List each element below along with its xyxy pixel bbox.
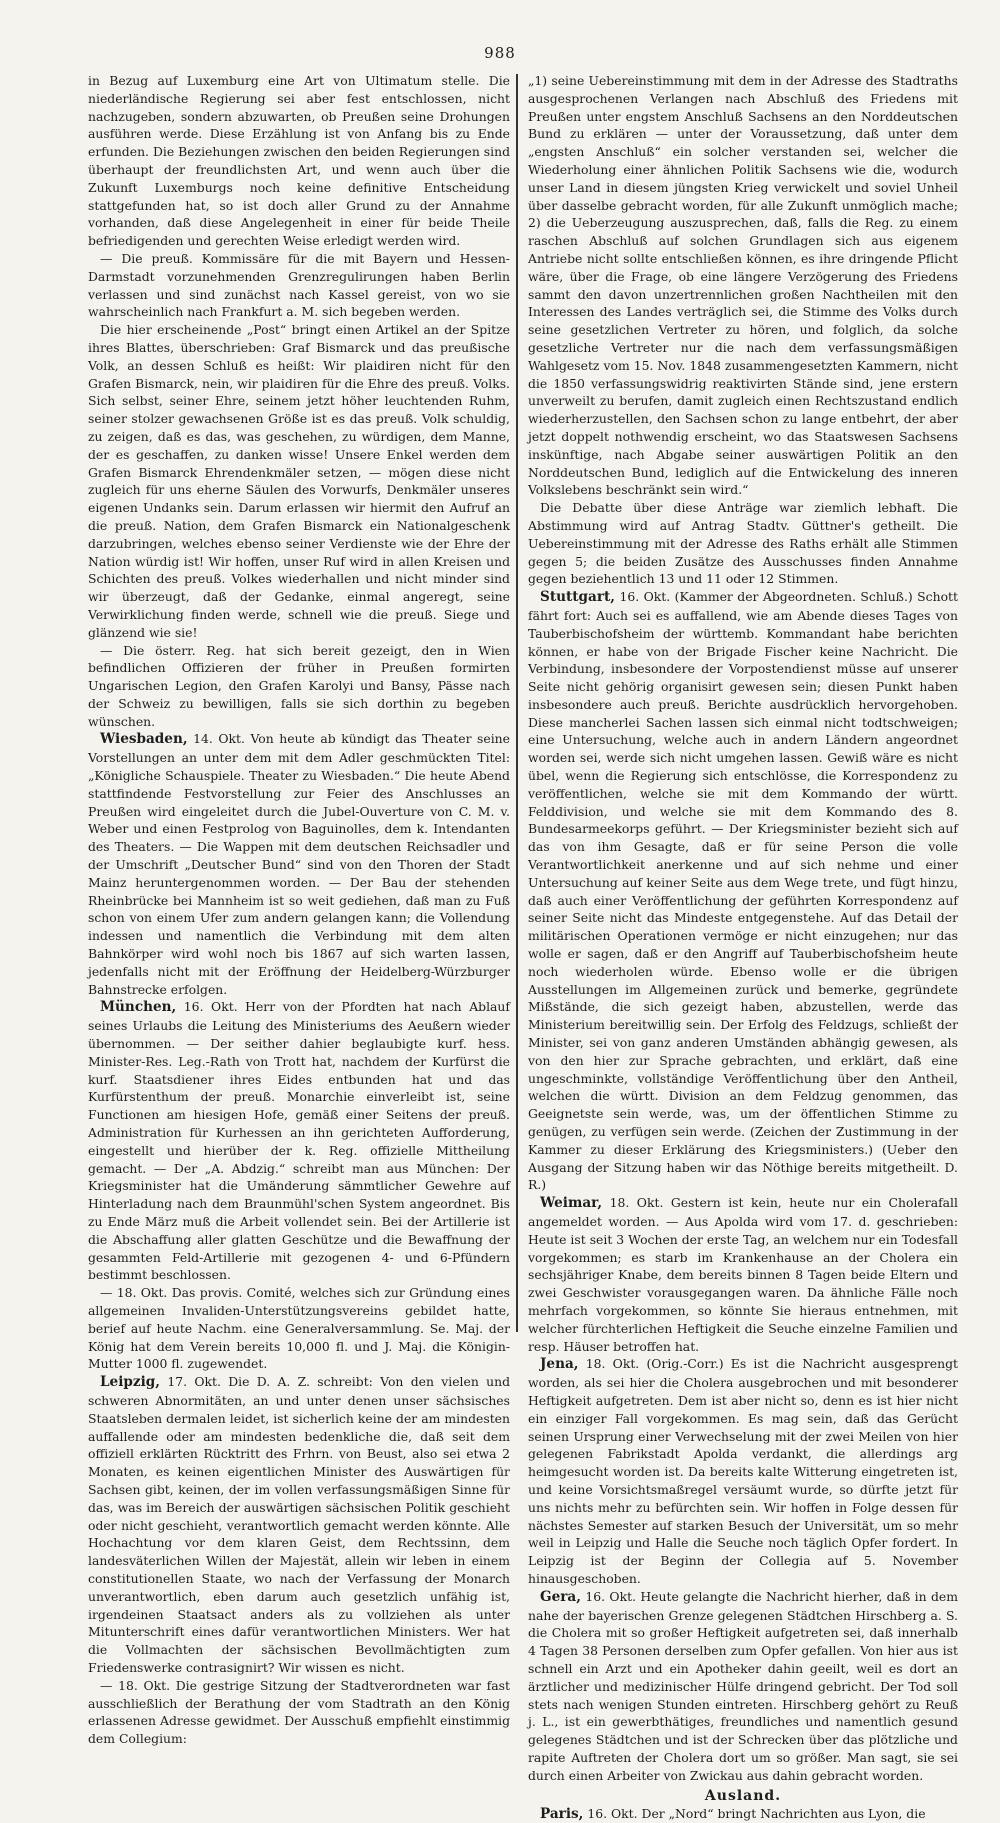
paragraph-text: 18. Okt. (Orig.-Corr.) Es ist die Nachricht ausgesprengt worden, als sei hier die Cholera ausgebrochen und mit besonderer Heftigkeit aufgetreten. Dem ist aber nicht so, denn es ist hier nicht ein einziger Fall vorgekommen. Es mag sein, daß das Gerücht seinen Ursprung einer Verwechselung mit der zwei Meilen von hier gelegenen Fabrikstadt Apolda verdankt, die allerdings arg heimgesucht worden ist. Da bereits kalte Witterung eingetreten ist, und keine Vorsichtsmaßregel versäumt wurde, so dürfte jetzt für uns nichts mehr zu befürchten sein. Wir hoffen in Folge dessen für nächstes Semester auf starken Besuch der Universität, um so mehr weil in Leipzig und Halle die Seuche noch täglich Opfer fordert. In Leipzig ist der Beginn der Collegia auf 5. November hinausgeschoben.: [528, 1356, 958, 1586]
paragraph: [88, 321, 510, 641]
news-item: [88, 730, 510, 998]
dateline-place: Wiesbaden,: [100, 731, 188, 747]
dateline-place: Weimar,: [540, 1195, 602, 1211]
news-item: [528, 588, 958, 1194]
news-item: [528, 1355, 958, 1587]
paragraph-text: 14. Okt. Von heute ab kündigt das Theater seine Vorstellungen an unter dem mit dem Adler geschmückten Titel: „Königliche Schauspiele. Theater zu Wiesbaden.“ Die heute Abend stattfindende Festvorstellung zur Feier des Anschlusses an Preußen wird eingeleitet durch die Jubel-Ouverture von C. M. v. Weber und einen Festprolog von Baguinolles, dem k. Intendanten des Theaters. — Die Wappen mit dem deutschen Reichsadler und der Umschrift „Deutscher Bund“ sind von den Thoren der Stadt Mainz heruntergenommen worden. — Der Bau der stehenden Rheinbrücke bei Mannheim ist so weit gediehen, daß man zu Fuß schon von einem Ufer zum andern gelangen kann; die Vollendung indessen und namentlich die Verbindung mit dem alten Bahnkörper wird wohl noch bis 1867 auf sich warten lassen, jedenfalls nicht mit der Eröffnung der Heidelberg-Würzburger Bahnstrecke erfolgen.: [88, 731, 510, 996]
right-column: [528, 72, 958, 1334]
paragraph: [88, 1677, 510, 1748]
news-item: [528, 1194, 958, 1355]
dateline-place: Stuttgart,: [540, 589, 615, 605]
paragraph: [88, 72, 510, 250]
news-item: [528, 1588, 958, 1785]
news-item: [528, 1805, 958, 1823]
paragraph: [88, 250, 510, 321]
paragraph-text: „1) seine Uebereinstimmung mit dem in der Adresse des Stadtraths ausgesprochenen Verlangen nach Abschluß des Friedens mit Preußen unter engstem Anschluß Sachsens an den Norddeutschen Bund zu erklären — unter der Voraussetzung, daß unter dem „engsten Anschluß“ ein solcher verstanden sei, welcher die Wiederholung einer ähnlichen Politik Sachsens wie die, wodurch unser Land in diesem jüngsten Krieg verwickelt und soviel Unheil über dasselbe gebracht worden, für alle Zukunft unmöglich mache; 2) die Ueberzeugung auszusprechen, daß, falls die Reg. zu einem raschen Abschluß auf solchen Grundlagen sich aus eigenem Antriebe nicht sollte entschließen können, es ihre dringende Pflicht wäre, über die Frage, ob eine längere Verzögerung des Friedens sammt den davon unzertrennlichen großen Nachtheilen mit den Interessen des Landes verträglich sei, die Stimme des Volks durch seine gesetzlichen Vertreter zu hören, und folglich, da solche gesetzliche Vertreter nur die nach dem verfassungsmäßigen Wahlgesetz vom 15. Nov. 1848 zusammengesetzten Kammern, nicht die 1850 verfassungswidrig reaktivirten Stände sind, jene erstern unverweilt zu berufen, damit zugleich einen Rechtszustand endlich wiederherzustellen, den Sachsen schon zu lange entbehrt, der aber jetzt doppelt nothwendig erscheint, wo das Staatswesen Sachsens inskünftige, nach Abgabe seiner auswärtigen Politik an den Norddeutschen Bund, lediglich auf die Entwickelung des inneren Volkslebens beschränkt sein wird.“: [528, 73, 958, 497]
column-divider: [516, 74, 518, 1332]
paragraph-text: 16. Okt. Heute gelangte die Nachricht hierher, daß in dem nahe der bayerischen Grenze gelegenen Städtchen Hirschberg a. S. die Cholera mit so großer Heftigkeit aufgetreten sei, daß innerhalb 4 Tagen 38 Personen derselben zum Opfer gefallen. Von hier aus ist schnell ein Arzt und ein Apotheker dahin geeilt, weil es dort an ärztlicher und medizinischer Hülfe dringend gebricht. Der Tod soll stets nach wenigen Stunden eintreten. Hirschberg gehört zu Reuß j. L., ist ein gewerbthätiges, freundliches und namentlich gesund gelegenes Städtchen und ist der Schrecken über das plötzliche und rapite Auftreten der Cholera dort um so größer. Man sagt, sie sei durch einen Arbeiter von Zwickau aus dahin gebracht worden.: [528, 1589, 958, 1783]
paragraph: [88, 1284, 510, 1373]
paragraph-text: — 18. Okt. Das provis. Comité, welches sich zur Gründung eines allgemeinen Invaliden-Unterstützungsvereins gebildet hatte, berief auf heute Nachm. eine Generalversammlung. Se. Maj. der König hat dem Verein bereits 10,000 fl. und J. Maj. die Königin-Mutter 1000 fl. zugewendet.: [88, 1285, 510, 1371]
dateline-place: Gera,: [540, 1589, 581, 1605]
section-heading: Ausland.: [528, 1788, 958, 1804]
dateline-place: München,: [100, 999, 176, 1015]
paragraph-text: — Die österr. Reg. hat sich bereit gezeigt, den in Wien befindlichen Offizieren der früher in Preußen formirten Ungarischen Legion, den Grafen Karolyi und Bansy, Pässe nach der Schweiz zu bewilligen, falls sie sich dorthin zu begeben wünschen.: [88, 643, 510, 729]
paragraph-text: 16. Okt. (Kammer der Abgeordneten. Schluß.) Schott fährt fort: Auch sei es auffallend, wie am Abende dieses Tages von Tauberbischofsheim der württemb. Kommandant habe berichten können, er habe von der Brigade Fischer keine Nachricht. Die Verbindung, insbesondere der Vorpostendienst müsse auf unserer Seite nicht gehörig organisirt gewesen sein; diesen Punkt haben insbesondere auch preuß. Berichte ausdrücklich hervorgehoben. Diese mancherlei Sachen lassen sich einmal nicht todtschweigen; eine Untersuchung, welche auch in andern Ländern angeordnet worden sei, werde sich nicht umgehen lassen. Gewiß wäre es nicht übel, wenn die Regierung sich entschlösse, die Korrespondenz zu veröffentlichen, welche sie mit dem Kommando der württ. Felddivision, und welche sie mit dem Kommando des 8. Bundesarmeekorps geführt. — Der Kriegsminister bezieht sich auf das von ihm Gesagte, daß er für seine Person die volle Verantwortlichkeit anerkenne und auf sich nehme und einer Untersuchung auf keiner Seite aus dem Wege trete, und fügt hinzu, daß auch einer Veröffentlichung der geführten Korrespondenz auf seiner Seite nicht das Mindeste entgegenstehe. Auf das Detail der militärischen Operationen vermöge er nicht einzugehen; nur das wolle er sagen, daß er den Angriff auf Tauberbischofsheim heute noch wiederholen würde. Ebenso wolle er die übrigen Ausstellungen im Allgemeinen zurück und bemerke, gegründete Mißstände, die sich gezeigt haben, abzustellen, werde das Ministerium bereitwillig sein. Der Erfolg des Feldzugs, schließt der Minister, sei von ganz anderen Umständen abhängig gewesen, als von den hier zur Sprache gebrachten, und erklärt, daß eine ungeschminkte, vollständige Veröffentlichung über den Antheil, welchen die württ. Division an dem Feldzug genommen, das Geeignetste sein werde, was, um der öffentlichen Stimme zu genügen, zu verfügen sein werde. (Zeichen der Zustimmung in der Kammer zu dieser Erklärung des Kriegsministers.) (Ueber den Ausgang der Sitzung haben wir das Nöthige bereits mitgetheilt. D. R.): [528, 589, 958, 1192]
news-item: [88, 998, 510, 1284]
dateline-place: Paris,: [540, 1806, 583, 1822]
paragraph-text: 17. Okt. Die D. A. Z. schreibt: Von den vielen und schweren Abnormitäten, an und unter denen unser sächsisches Staatsleben dermalen leidet, ist sicherlich keine der am mindesten auffallende oder am mindesten bedenkliche die, daß seit dem offiziell erklärten Rücktritt des Frhrn. von Beust, also sei etwa 2 Monaten, es keinen eigentlichen Minister des Auswärtigen für Sachsen gibt, keinen, der im vollen verfassungsmäßigen Sinne für das, was im Bereich der auswärtigen sächsischen Politik geschieht oder nicht geschieht, verantwortlich gemacht werden könnte. Alle Hochachtung vor dem klaren Geist, dem Rechtssinn, dem landesväterlichen Willen der Majestät, allein wir leben in einem constitutionellen Staate, wo nach der Verfassung der Monarch unverantwortlich, eben darum auch gesetzlich unfähig ist, irgendeinen Staatsact anders als zu vollziehen als unter Mitunterschrift eines dafür verantwortlichen Ministers. Wer hat die Vollmachten der sächsischen Bevollmächtigten zum Friedenswerke contrasignirt? Wir wissen es nicht.: [88, 1374, 510, 1675]
paragraph: [88, 642, 510, 731]
paragraph-text: 18. Okt. Gestern ist kein, heute nur ein Cholerafall angemeldet worden. — Aus Apolda wird vom 17. d. geschrieben: Heute ist seit 3 Wochen der erste Tag, an welchem nur ein Todesfall vorgekommen; es starb im Krankenhause an der Cholera ein sechsjähriger Knabe, dem bereits binnen 8 Tagen beide Eltern und zwei Geschwister vorausgegangen waren. Da ähnliche Fälle noch mehrfach vorgekommen, so könnte Sie hieraus entnehmen, mit welcher fürchterlichen Heftigkeit die Seuche einzelne Familien und resp. Häuser betroffen hat.: [528, 1195, 958, 1353]
paragraph: [528, 72, 958, 499]
dateline-place: Leipzig,: [100, 1374, 160, 1390]
dateline-place: Jena,: [540, 1356, 579, 1372]
paragraph: [528, 499, 958, 588]
paragraph-text: 16. Okt. Herr von der Pfordten hat nach Ablauf seines Urlaubs die Leitung des Ministeriums des Aeußern wieder übernommen. — Der seither dahier beglaubigte kurf. hess. Minister-Res. Leg.-Rath von Trott hat, nachdem der Kurfürst die kurf. Staatsdiener ihres Eides entbunden hat und das Kurfürstenthum der preuß. Monarchie einverleibt ist, seine Functionen am hiesigen Hofe, gemäß einer Seitens der preuß. Administration für Kurhessen an ihn gerichteten Aufforderung, eingestellt und hierüber der k. Reg. offizielle Mittheilung gemacht. — Der „A. Abdzig.“ schreibt man aus München: Der Kriegsminister hat die Umänderung sämmtlicher Gewehre auf Hinterladung nach dem Braunmühl'schen System angeordnet. Bis zu Ende März muß die Arbeit vollendet sein. Bei der Artillerie ist die Abschaffung aller glatten Geschütze und die Bewaffnung der gesammten Feld-Artillerie mit gezogenen 4- und 6-Pfündern bestimmt beschlossen.: [88, 999, 510, 1282]
paragraph-text: Die hier erscheinende „Post“ bringt einen Artikel an der Spitze ihres Blattes, überschrieben: Graf Bismarck und das preußische Volk, an dessen Schluß es heißt: Wir plaidiren nicht für den Grafen Bismarck, nein, wir plaidiren für die Ehre des preuß. Volks. Sich selbst, seiner Ehre, seinem jetzt höher leuchtenden Ruhm, seiner stolzer gewachsenen Größe ist es das preuß. Volk schuldig, zu zeigen, daß es das, was geschehen, zu würdigen, dem Manne, der es geschaffen, zu danken wisse! Unsere Enkel werden dem Grafen Bismarck Ehrendenkmäler setzen, — mögen diese nicht zugleich für uns eherne Säulen des Vorwurfs, Denkmäler unseres eigenen Undanks sein. Darum erlassen wir hiermit den Aufruf an die preuß. Nation, dem Grafen Bismarck ein Nationalgeschenk darzubringen, welches ebenso seiner Verdienste wie der Ehre der Nation würdig ist! Wir hoffen, unser Ruf wird in allen Kreisen und Schichten des preuß. Volkes wiederhallen und nicht minder sind wir überzeugt, daß der Gedanke, einmal angeregt, seine Verwirklichung finden werde, schnell wie die preuß. Siege und glänzend wie sie!: [88, 322, 510, 640]
paragraph-text: — Die preuß. Kommissäre für die mit Bayern und Hessen-Darmstadt vorzunehmenden Grenzregulirungen haben Berlin verlassen und sind zunächst nach Kassel gereist, von wo sie wahrscheinlich nach Frankfurt a. M. sich begeben werden.: [88, 251, 510, 319]
left-column: [88, 72, 510, 1334]
paragraph-text: 16. Okt. Der „Nord“ bringt Nachrichten aus Lyon, die: [587, 1806, 925, 1821]
paragraph-text: Die Debatte über diese Anträge war ziemlich lebhaft. Die Abstimmung wird auf Antrag Stadtv. Güttner's getheilt. Die Uebereinstimmung mit der Adresse des Raths erhält alle Stimmen gegen 5; die beiden Zusätze des Ausschusses finden Annahme gegen beziehentlich 13 und 11 oder 12 Stimmen.: [528, 500, 958, 586]
page-number: 988: [0, 44, 1000, 62]
paragraph-text: — 18. Okt. Die gestrige Sitzung der Stadtverordneten war fast ausschließlich der Berathung der vom Stadtrath an den König erlassenen Adresse gewidmet. Der Ausschuß empfiehlt einstimmig dem Collegium:: [88, 1678, 510, 1746]
news-item: [88, 1373, 510, 1677]
paragraph-text: in Bezug auf Luxemburg eine Art von Ultimatum stelle. Die niederländische Regierung sei aber fest entschlossen, nicht nachzugeben, sondern abzuwarten, ob Preußen seine Drohungen ausführen werde. Diese Erzählung ist von Anfang bis zu Ende erfunden. Die Beziehungen zwischen den beiden Regierungen sind überhaupt der freundlichsten Art, und wenn auch über die Zukunft Luxemburgs noch keine definitive Entscheidung stattgefunden hat, so ist doch aller Grund zu der Annahme vorhanden, daß diese Angelegenheit in einer für beide Theile befriedigenden und gerechten Weise erledigt werden wird.: [88, 73, 510, 248]
